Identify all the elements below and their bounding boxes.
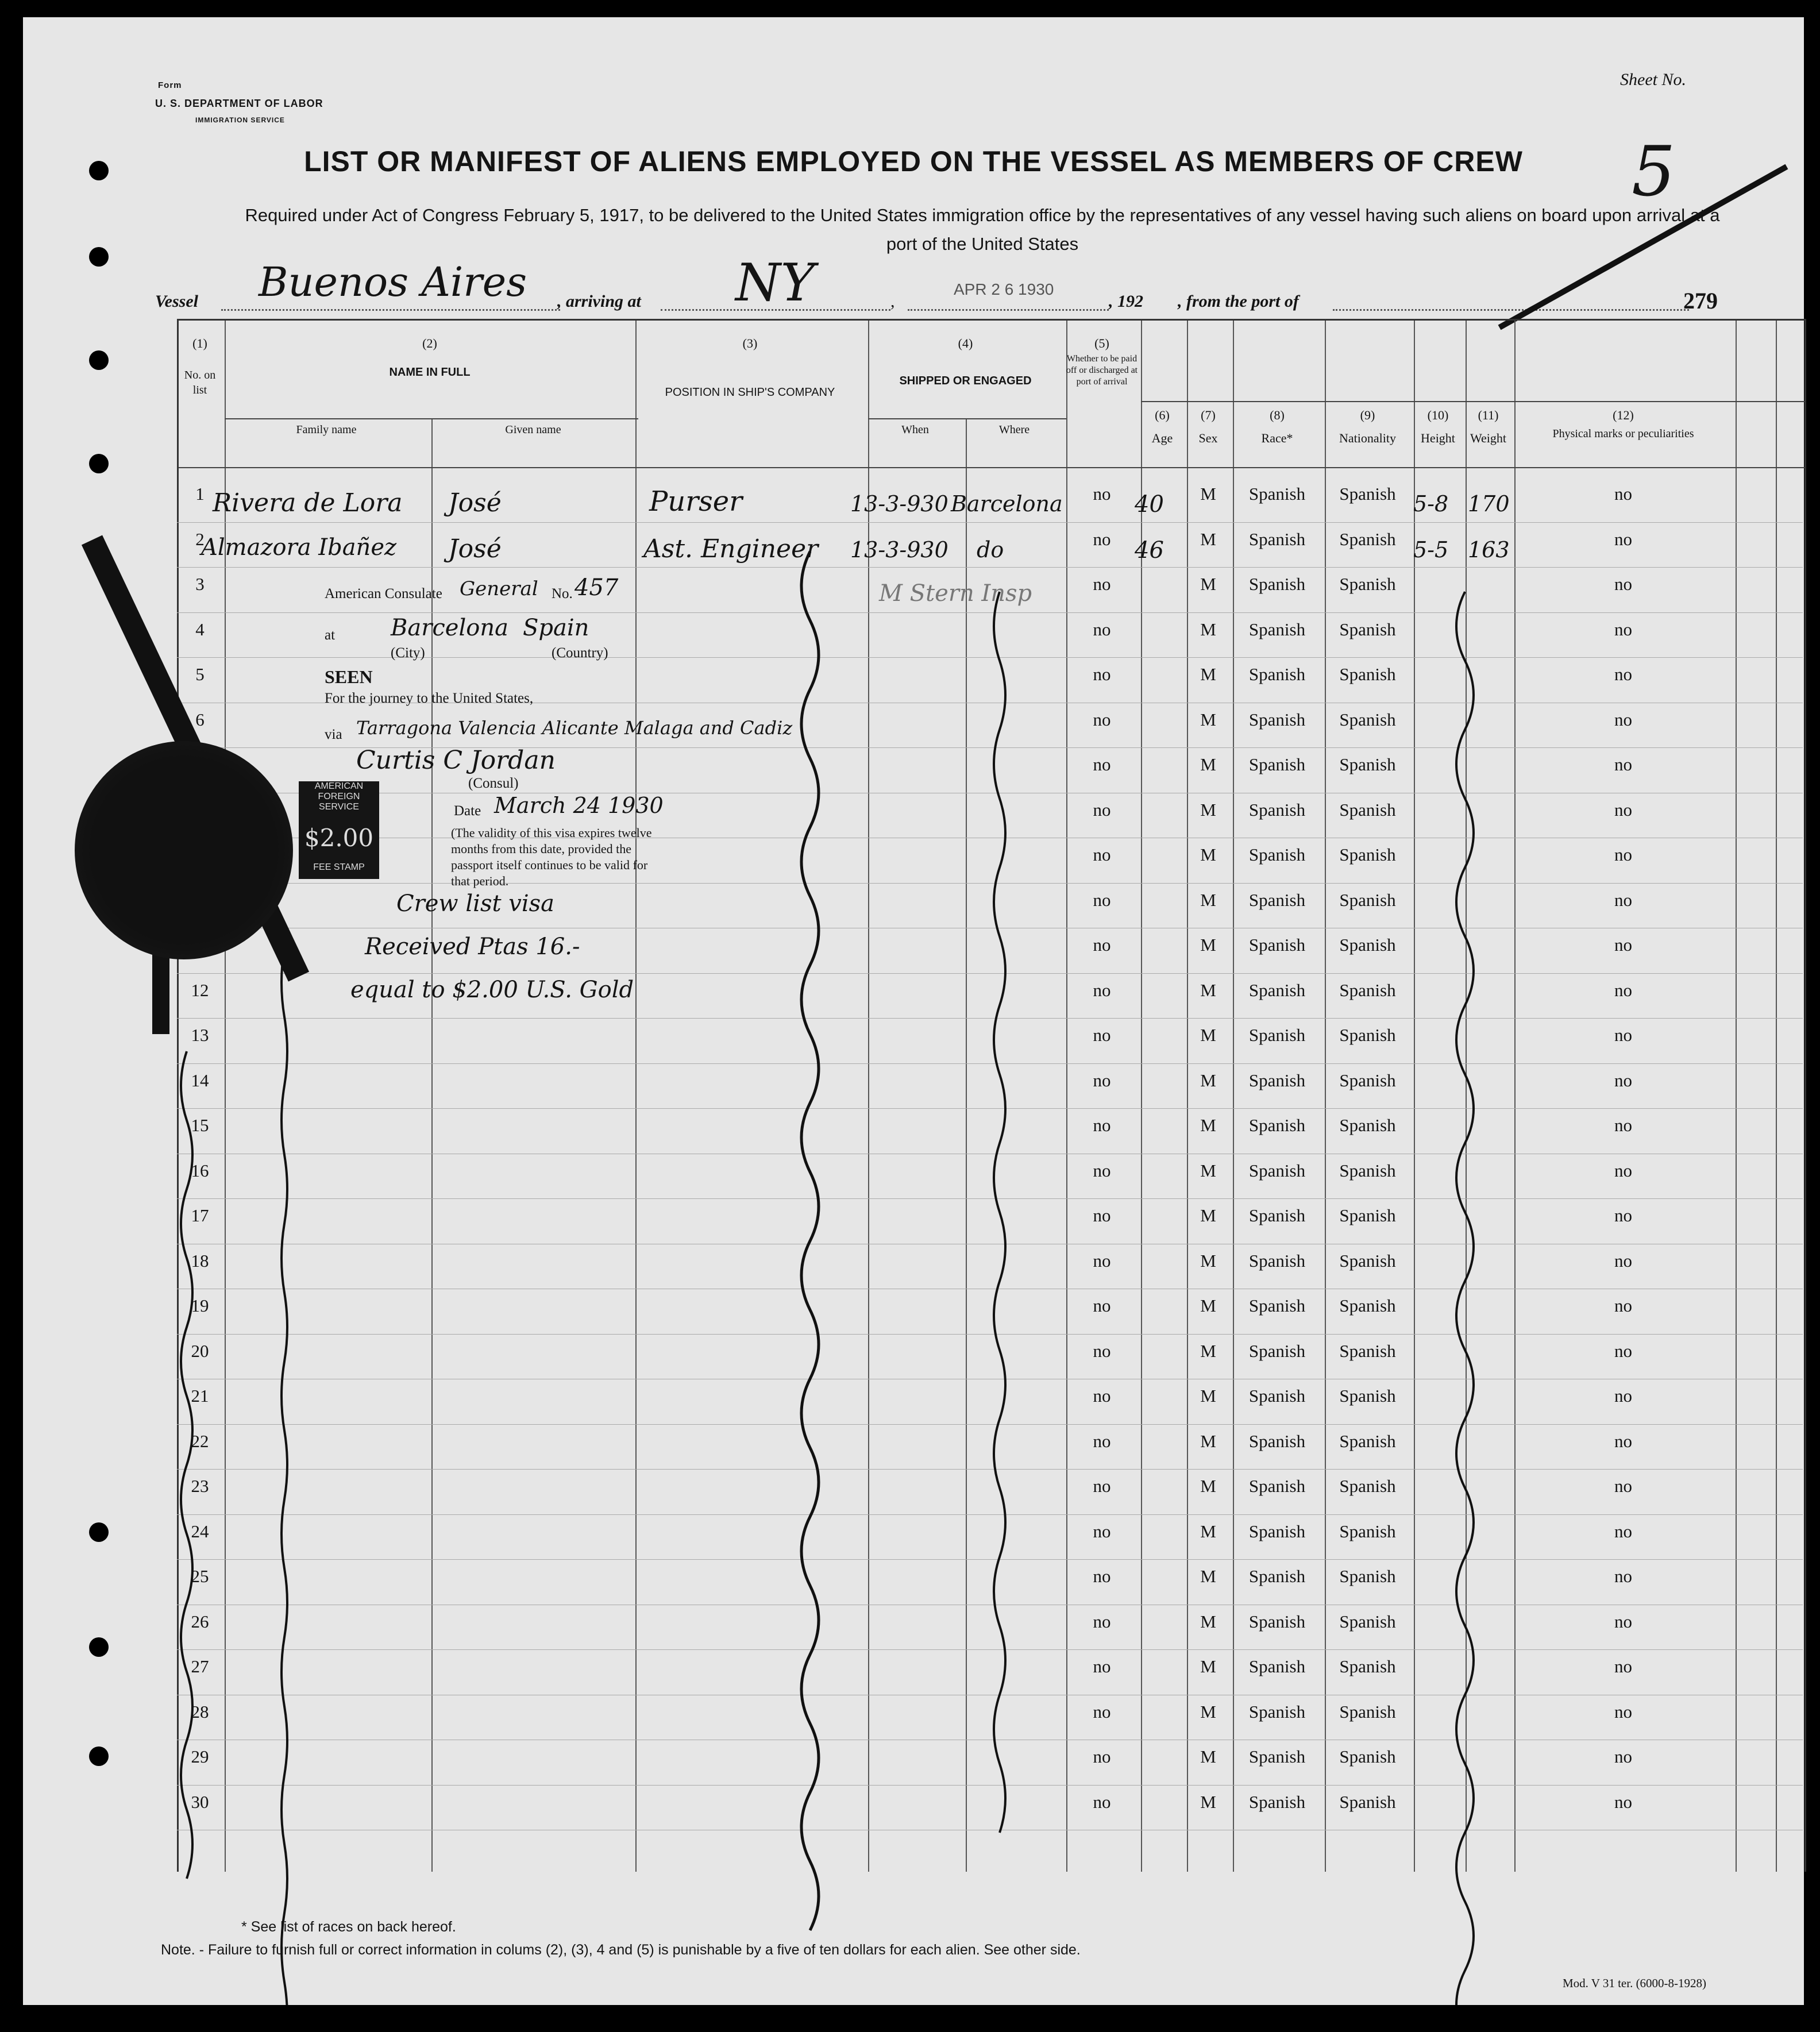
race-cell: Spanish: [1248, 1295, 1306, 1316]
nationality-cell: Spanish: [1339, 1611, 1396, 1632]
paid-off-cell: no: [1093, 754, 1111, 774]
validity-note: (The validity of this visa expires twelve months from this date, provided the passport itself continues to be valid for that period.: [451, 826, 652, 888]
race-cell: Spanish: [1248, 574, 1306, 594]
paid-off-cell: no: [1093, 1115, 1111, 1135]
col1-label: No. on list: [184, 369, 216, 396]
paid-off-cell: no: [1093, 845, 1111, 865]
row-number: 30: [191, 1791, 209, 1812]
paid-off-cell: no: [1093, 1566, 1111, 1586]
row-number: 13: [191, 1025, 209, 1045]
col4-header: SHIPPED OR ENGAGED: [899, 375, 1032, 387]
marks-cell: no: [1614, 799, 1632, 820]
race-cell: Spanish: [1248, 1701, 1306, 1722]
col2-header: NAME IN FULL: [389, 366, 471, 379]
nationality-cell: Spanish: [1339, 845, 1396, 865]
via-label: via: [325, 727, 342, 742]
marks-cell: no: [1614, 1611, 1632, 1632]
sex-header: Sex: [1198, 431, 1218, 445]
engineer-signature: M Stern Insp: [879, 580, 1032, 607]
sex-cell: M: [1200, 1115, 1216, 1135]
nationality-cell: Spanish: [1339, 1025, 1396, 1045]
nationality-cell: Spanish: [1339, 1791, 1396, 1812]
marks-cell: no: [1614, 1025, 1632, 1045]
form-model-id: Mod. V 31 ter. (6000-8-1928): [1563, 1976, 1707, 1990]
row2-family-name: Almazora Ibañez: [201, 534, 397, 561]
sex-cell: M: [1200, 1070, 1216, 1090]
date-label: Date: [454, 803, 481, 819]
race-cell: Spanish: [1248, 1566, 1306, 1586]
row-number: 1: [195, 484, 205, 504]
marks-cell: no: [1614, 980, 1632, 1000]
race-cell: Spanish: [1248, 619, 1306, 639]
nationality-cell: Spanish: [1339, 709, 1396, 730]
col1-header: (1): [192, 336, 207, 350]
weight-header: Weight: [1470, 431, 1506, 445]
marks-cell: no: [1614, 935, 1632, 955]
sex-cell: M: [1200, 1295, 1216, 1316]
sex-cell: M: [1200, 1476, 1216, 1496]
race-cell: Spanish: [1248, 1160, 1306, 1181]
height-header: Height: [1421, 431, 1455, 445]
paid-off-cell: no: [1093, 1205, 1111, 1225]
marks-cell: no: [1614, 1070, 1632, 1090]
row-number: 19: [191, 1295, 209, 1316]
fee-stamp-icon: [299, 781, 379, 879]
row-number: 4: [195, 619, 205, 639]
arriving-label: , arriving at: [557, 292, 641, 311]
marks-cell: no: [1614, 1476, 1632, 1496]
race-cell: Spanish: [1248, 1340, 1306, 1361]
consul-label: (Consul): [468, 776, 519, 791]
sex-cell: M: [1200, 619, 1216, 639]
col5-header: Whether to be paid off or discharged at port of arrival: [1066, 354, 1138, 387]
col5-number: (5): [1094, 336, 1109, 350]
row-number: 5: [195, 664, 205, 684]
col6-number: (6): [1155, 408, 1170, 422]
row2-age: 46: [1135, 537, 1164, 564]
nationality-cell: Spanish: [1339, 1250, 1396, 1271]
row-number: 6: [195, 709, 205, 730]
row-number: 28: [191, 1701, 209, 1722]
race-cell: Spanish: [1248, 709, 1306, 730]
race-cell: Spanish: [1248, 1476, 1306, 1496]
marks-cell: no: [1614, 1431, 1632, 1451]
family-name-header: Family name: [296, 423, 357, 436]
sex-cell: M: [1200, 1340, 1216, 1361]
row1-position: Purser: [649, 485, 743, 518]
nationality-cell: Spanish: [1339, 574, 1396, 594]
stamp-bottom-text: FEE STAMP: [313, 862, 365, 872]
received-fee: Received Ptas 16.-: [365, 934, 580, 960]
paid-off-cell: no: [1093, 1025, 1111, 1045]
row-number: 16: [191, 1160, 209, 1181]
paid-off-cell: no: [1093, 709, 1111, 730]
paid-off-cell: no: [1093, 574, 1111, 594]
sex-cell: M: [1200, 1656, 1216, 1676]
row2-when: 13-3-930: [850, 537, 948, 562]
page-number: 279: [1683, 288, 1718, 314]
nationality-cell: Spanish: [1339, 754, 1396, 774]
sheet-number: 5: [1632, 132, 1676, 212]
paid-off-cell: no: [1093, 1160, 1111, 1181]
paid-off-cell: no: [1093, 529, 1111, 549]
paid-off-cell: no: [1093, 664, 1111, 684]
nationality-cell: Spanish: [1339, 1070, 1396, 1090]
seen-label: SEEN: [325, 666, 373, 687]
nationality-cell: Spanish: [1339, 619, 1396, 639]
nationality-cell: Spanish: [1339, 980, 1396, 1000]
col2-number: (2): [422, 336, 437, 350]
form-label: Form: [158, 80, 182, 90]
marks-cell: no: [1614, 845, 1632, 865]
number-label: No.: [552, 586, 573, 601]
paid-off-cell: no: [1093, 1611, 1111, 1632]
paid-off-cell: no: [1093, 980, 1111, 1000]
paid-off-cell: no: [1093, 1070, 1111, 1090]
col3-number: (3): [742, 336, 758, 350]
marks-cell: no: [1614, 484, 1632, 504]
sex-cell: M: [1200, 574, 1216, 594]
journey-label: For the journey to the United States,: [325, 691, 534, 706]
paid-off-cell: no: [1093, 1386, 1111, 1406]
service-label: IMMIGRATION SERVICE: [195, 116, 285, 124]
via-route: Tarragona Valencia Alicante Malaga and Cadiz: [356, 717, 793, 739]
paid-off-cell: no: [1093, 889, 1111, 910]
nationality-cell: Spanish: [1339, 1386, 1396, 1406]
sex-cell: M: [1200, 845, 1216, 865]
marks-cell: no: [1614, 1340, 1632, 1361]
sheet-no-label: Sheet No.: [1620, 70, 1686, 89]
row-number: 12: [191, 980, 209, 1000]
sex-cell: M: [1200, 1205, 1216, 1225]
penalty-note: Note. - Failure to furnish full or correct information in colums (2), (3), 4 and (5) is punishable by a five of ten dollars for each alien. See other side.: [161, 1942, 1081, 1958]
sex-cell: M: [1200, 1566, 1216, 1586]
consular-country: Spain: [523, 615, 589, 641]
sex-cell: M: [1200, 889, 1216, 910]
race-cell: Spanish: [1248, 935, 1306, 955]
marks-cell: no: [1614, 709, 1632, 730]
race-cell: Spanish: [1248, 845, 1306, 865]
paid-off-cell: no: [1093, 1431, 1111, 1451]
race-cell: Spanish: [1248, 980, 1306, 1000]
col4-number: (4): [958, 336, 973, 350]
row1-height: 5-8: [1413, 491, 1449, 516]
row-number: 22: [191, 1431, 209, 1451]
row-number: 25: [191, 1566, 209, 1586]
race-cell: Spanish: [1248, 1250, 1306, 1271]
equal-amount: equal to $2.00 U.S. Gold: [350, 977, 634, 1003]
row-number: 14: [191, 1070, 209, 1090]
sex-cell: M: [1200, 1521, 1216, 1541]
arriving-port: NY: [735, 253, 815, 313]
col7-number: (7): [1201, 408, 1216, 422]
vessel-name: Buenos Aires: [259, 259, 527, 306]
paid-off-cell: no: [1093, 1521, 1111, 1541]
city-label: (City): [391, 645, 425, 661]
marks-cell: no: [1614, 619, 1632, 639]
nationality-cell: Spanish: [1339, 1656, 1396, 1676]
col12-number: (12): [1613, 408, 1634, 422]
paid-off-cell: no: [1093, 1250, 1111, 1271]
col11-number: (11): [1478, 408, 1499, 422]
row1-age: 40: [1135, 491, 1164, 518]
row-number: 15: [191, 1115, 209, 1135]
row1-family-name: Rivera de Lora: [213, 488, 403, 518]
sex-cell: M: [1200, 980, 1216, 1000]
marks-cell: no: [1614, 529, 1632, 549]
sex-cell: M: [1200, 709, 1216, 730]
nationality-cell: Spanish: [1339, 799, 1396, 820]
paid-off-cell: no: [1093, 1295, 1111, 1316]
race-cell: Spanish: [1248, 1386, 1306, 1406]
nationality-cell: Spanish: [1339, 1431, 1396, 1451]
date-stamp: APR 2 6 1930: [954, 280, 1054, 298]
row1-where: Barcelona: [951, 491, 1063, 516]
nationality-cell: Spanish: [1339, 1115, 1396, 1135]
race-cell: Spanish: [1248, 529, 1306, 549]
paid-off-cell: no: [1093, 1746, 1111, 1767]
sex-cell: M: [1200, 1250, 1216, 1271]
when-header: When: [901, 423, 929, 436]
marks-cell: no: [1614, 889, 1632, 910]
row-number: 21: [191, 1386, 209, 1406]
nationality-cell: Spanish: [1339, 1701, 1396, 1722]
row2-height: 5-5: [1413, 537, 1449, 562]
nationality-cell: Spanish: [1339, 1476, 1396, 1496]
marks-cell: no: [1614, 1115, 1632, 1135]
marks-cell: no: [1614, 1250, 1632, 1271]
race-cell: Spanish: [1248, 1025, 1306, 1045]
sex-cell: M: [1200, 754, 1216, 774]
nationality-cell: Spanish: [1339, 935, 1396, 955]
marks-cell: no: [1614, 1566, 1632, 1586]
comma: ,: [890, 292, 895, 311]
marks-cell: no: [1614, 1746, 1632, 1767]
sex-cell: M: [1200, 1701, 1216, 1722]
row1-given-name: José: [448, 488, 502, 518]
race-cell: Spanish: [1248, 664, 1306, 684]
sex-cell: M: [1200, 799, 1216, 820]
consular-date: March 24 1930: [494, 793, 664, 818]
marks-cell: no: [1614, 1521, 1632, 1541]
nationality-cell: Spanish: [1339, 529, 1396, 549]
marks-cell: no: [1614, 1295, 1632, 1316]
paid-off-cell: no: [1093, 1340, 1111, 1361]
consul-signature: Curtis C Jordan: [356, 746, 556, 775]
sex-cell: M: [1200, 1025, 1216, 1045]
sex-cell: M: [1200, 1746, 1216, 1767]
col3-header: POSITION IN SHIP'S COMPANY: [665, 386, 835, 399]
row-number: 3: [195, 574, 205, 594]
nationality-cell: Spanish: [1339, 1746, 1396, 1767]
row1-weight: 170: [1468, 491, 1510, 516]
sex-cell: M: [1200, 1611, 1216, 1632]
nationality-cell: Spanish: [1339, 1340, 1396, 1361]
age-header: Age: [1151, 431, 1173, 445]
paid-off-cell: no: [1093, 799, 1111, 820]
sex-cell: M: [1200, 1386, 1216, 1406]
row-number: 24: [191, 1521, 209, 1541]
race-cell: Spanish: [1248, 1070, 1306, 1090]
paid-off-cell: no: [1093, 935, 1111, 955]
race-cell: Spanish: [1248, 1656, 1306, 1676]
race-cell: Spanish: [1248, 889, 1306, 910]
paid-off-cell: no: [1093, 1701, 1111, 1722]
nationality-cell: Spanish: [1339, 664, 1396, 684]
col10-number: (10): [1427, 408, 1449, 422]
race-cell: Spanish: [1248, 1611, 1306, 1632]
marks-cell: no: [1614, 1701, 1632, 1722]
nationality-cell: Spanish: [1339, 1566, 1396, 1586]
marks-cell: no: [1614, 1656, 1632, 1676]
marks-cell: no: [1614, 754, 1632, 774]
row-number: 23: [191, 1476, 209, 1496]
nationality-header: Nationality: [1339, 431, 1396, 445]
row2-weight: 163: [1468, 537, 1510, 562]
department-label: U. S. DEPARTMENT OF LABOR: [155, 98, 323, 109]
consulate-type: General: [460, 577, 538, 600]
marks-cell: no: [1614, 1791, 1632, 1812]
stamp-top-text: AMERICAN FOREIGN SERVICE: [314, 781, 364, 812]
country-label: (Country): [552, 645, 608, 661]
nationality-cell: Spanish: [1339, 1160, 1396, 1181]
sex-cell: M: [1200, 1791, 1216, 1812]
wax-seal-icon: [75, 741, 293, 959]
race-cell: Spanish: [1248, 1205, 1306, 1225]
races-note: * See list of races on back hereof.: [241, 1919, 456, 1935]
given-name-header: Given name: [505, 423, 561, 436]
consular-city: Barcelona: [391, 615, 508, 641]
row2-given-name: José: [448, 534, 502, 564]
race-cell: Spanish: [1248, 1746, 1306, 1767]
page-title: LIST OR MANIFEST OF ALIENS EMPLOYED ON THE VESSEL AS MEMBERS OF CREW: [304, 145, 1523, 178]
nationality-cell: Spanish: [1339, 889, 1396, 910]
consulate-label: American Consulate: [325, 586, 442, 601]
race-cell: Spanish: [1248, 799, 1306, 820]
paid-off-cell: no: [1093, 1476, 1111, 1496]
row-number: 2: [195, 529, 205, 549]
sex-cell: M: [1200, 1160, 1216, 1181]
manifest-sheet: [23, 17, 1804, 2005]
paid-off-cell: no: [1093, 484, 1111, 504]
row2-where: do: [977, 537, 1004, 562]
year-label: , 192: [1109, 292, 1143, 311]
nationality-cell: Spanish: [1339, 1205, 1396, 1225]
row-number: 26: [191, 1611, 209, 1632]
nationality-cell: Spanish: [1339, 1295, 1396, 1316]
col8-number: (8): [1270, 408, 1285, 422]
row-number: 27: [191, 1656, 209, 1676]
crew-list-visa: Crew list visa: [396, 890, 555, 917]
row-number: 17: [191, 1205, 209, 1225]
paid-off-cell: no: [1093, 1656, 1111, 1676]
race-cell: Spanish: [1248, 1431, 1306, 1451]
from-port-label: , from the port of: [1178, 292, 1299, 311]
vessel-label: Vessel: [155, 292, 198, 311]
nationality-cell: Spanish: [1339, 1521, 1396, 1541]
sex-cell: M: [1200, 664, 1216, 684]
row-number: 20: [191, 1340, 209, 1361]
where-header: Where: [998, 423, 1030, 436]
marks-cell: no: [1614, 574, 1632, 594]
sex-cell: M: [1200, 935, 1216, 955]
race-cell: Spanish: [1248, 1115, 1306, 1135]
marks-cell: no: [1614, 1386, 1632, 1406]
marks-cell: no: [1614, 664, 1632, 684]
physical-marks-header: Physical marks or peculiarities: [1552, 427, 1694, 440]
sex-cell: M: [1200, 484, 1216, 504]
row2-position: Ast. Engineer: [643, 534, 819, 564]
race-cell: Spanish: [1248, 1791, 1306, 1812]
stamp-value: $2.00: [304, 824, 374, 852]
sex-cell: M: [1200, 529, 1216, 549]
nationality-cell: Spanish: [1339, 484, 1396, 504]
race-cell: Spanish: [1248, 754, 1306, 774]
paid-off-cell: no: [1093, 619, 1111, 639]
marks-cell: no: [1614, 1160, 1632, 1181]
at-label: at: [325, 627, 336, 643]
race-cell: Spanish: [1248, 1521, 1306, 1541]
paid-off-cell: no: [1093, 1791, 1111, 1812]
row-number: 18: [191, 1250, 209, 1271]
required-notice: Required under Act of Congress February 5, 1917, to be delivered to the United States immigration office by the representatives of any vessel having such aliens on board upon arrival at a port of the United States: [245, 205, 1720, 254]
col9-number: (9): [1360, 408, 1375, 422]
race-cell: Spanish: [1248, 484, 1306, 504]
consular-number: 457: [574, 574, 619, 601]
marks-cell: no: [1614, 1205, 1632, 1225]
race-header: Race*: [1261, 431, 1293, 445]
row-number: 29: [191, 1746, 209, 1767]
row1-when: 13-3-930: [850, 491, 948, 516]
sex-cell: M: [1200, 1431, 1216, 1451]
